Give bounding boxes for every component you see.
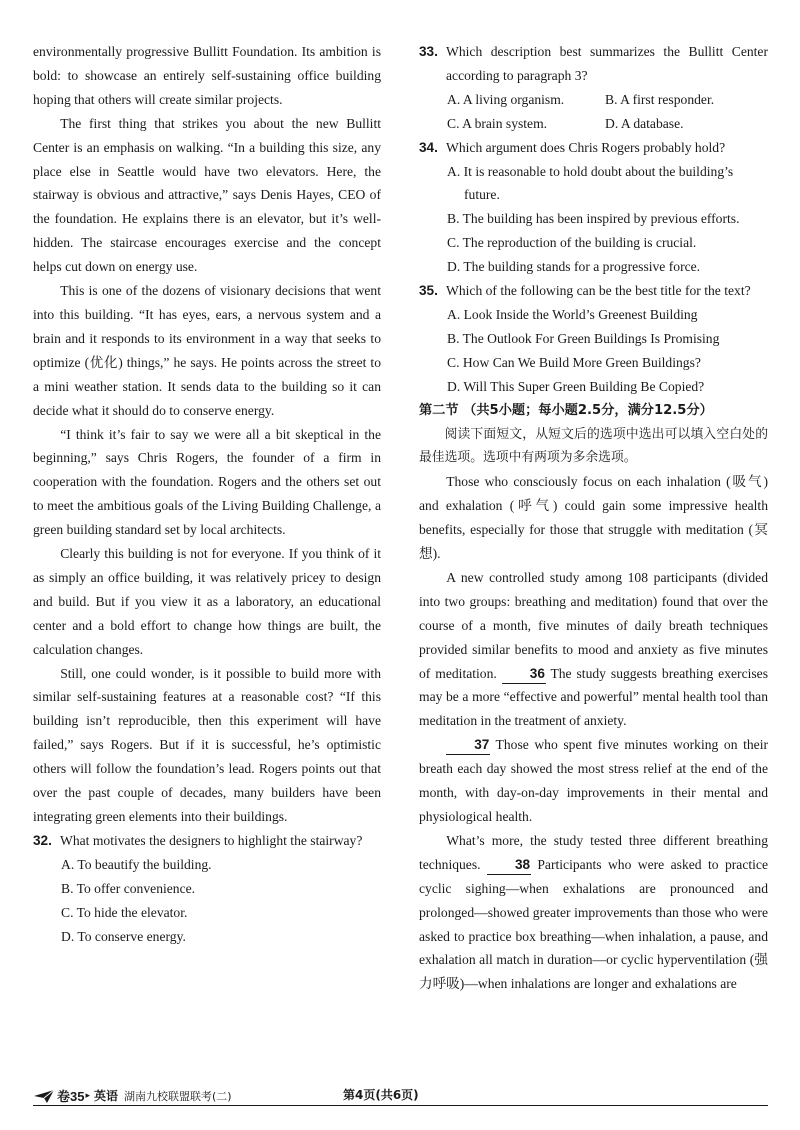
question-stem: Which of the following can be the best title for the text? [446,283,751,299]
question-stem: Which argument does Chris Rogers probably hold? [446,139,726,155]
blank-38: 38 [487,856,531,875]
page-number: 第4页(共6页) [343,1088,419,1102]
question-number: 33. [419,44,438,59]
passage-paragraph [419,566,768,733]
section-instructions: 阅读下面短文，从短文后的选项中选出可以填入空白处的最佳选项。选项中有两项为多余选项。 [419,426,768,466]
option-a: A. A living organism. [447,91,565,107]
passage-paragraph: environmentally progressive Bullitt Foundation. Its ambition is bold: to showcase an entirely self-sustaining office building hoping that others will create similar projects. [33,44,381,107]
question-33 [419,40,768,136]
passage-paragraph: The first thing that strikes you about the new Bullitt Center is an emphasis on walking. “In a building this size, any place else in Seattle would have two elevators. Here, the stairway is obvious and attractive,” says Denis Hayes, CEO of the foundation. He explains there is an elevator, but it’s well-hidden. The staircase encourages exercise and the concept helps cut down on energy use. [33,115,381,275]
passage-paragraph: “I think it’s fair to say we were all a bit skeptical in the beginning,” says Chris Rogers, the founder of a firm in cooperation with the foundation. Rogers and the others set out to meet the ambitious goals of the Living Building Challenge, a green building standard set by local architects. [33,426,381,538]
option-c: C. A brain system. [447,115,548,131]
question-34 [419,136,768,279]
option-a: A. To beautify the building. [61,856,212,872]
footer-left [33,1086,232,1105]
page-footer [33,1082,768,1106]
option-c: C. To hide the elevator. [61,904,188,920]
blank-37: 37 [446,736,490,755]
passage-paragraph [419,733,768,829]
option-d: D. The building stands for a progressive force. [447,259,701,275]
right-column [419,40,768,996]
passage-text: Participants who were asked to practice cyclic sighing—when exhalations are pronounced and prolonged—showed greater improvements than those who were asked to practice box breathing—when inhalation, a pause, and exhalation all match in duration—or cyclic hyperventilation (强力呼吸)—when inhalations are longer and exhalations are [419,856,768,992]
left-column [33,40,381,948]
paper-code: 卷35 [57,1089,85,1104]
question-35 [419,279,768,399]
blank-36: 36 [502,665,546,684]
passage-text: Those who spent five minutes working on their breath each day showed the most stress relief at the end of the month, with day-on-day improvements in their mental and physiological health. [419,737,769,824]
option-b: B. To offer convenience. [61,880,196,896]
question-number: 34. [419,139,438,155]
subject-label: 英语 [94,1089,119,1103]
paper-plane-icon [33,1088,55,1104]
question-stem: Which description best summarizes the Bullitt Center according to paragraph 3? [446,44,768,83]
option-a: A. It is reasonable to hold doubt about the building’s future. [447,163,734,203]
option-c: C. The reproduction of the building is crucial. [447,235,697,251]
option-d: D. Will This Super Green Building Be Copied? [447,378,705,394]
passage-paragraph [419,829,768,996]
option-a: A. Look Inside the World’s Greenest Building [447,306,698,322]
question-number: 35. [419,283,438,299]
question-number: 32. [33,832,52,848]
option-b: B. The Outlook For Green Buildings Is Promising [447,330,720,346]
question-32 [33,829,381,949]
passage-text: A new controlled study among 108 participants (divided into two groups: breathing and meditation) found that over the course of a month, five minutes of daily breath techniques provided similar benefits to mood and anxiety as five minutes of meditation. [419,569,768,681]
passage-paragraph: Those who consciously focus on each inhalation (吸气) and exhalation (呼气) could gain some impressive health benefits, especially for those that struggle with meditation (冥想). [419,474,768,562]
passage-paragraph: Clearly this building is not for everyone. If you think of it as simply an office building, it was relatively pricey to design and build. But if you view it as a laboratory, an educational center and a bold effort to change how things are built, the calculation changes. [33,546,381,657]
passage-text: What’s more, the study tested three different breathing techniques. [419,832,768,872]
passage-text: The study suggests breathing exercises may be a more “effective and powerful” mental health tool than meditation in the treatment of anxiety. [419,665,768,729]
option-d: D. A database. [605,115,684,131]
option-b: B. A first responder. [605,91,715,107]
section-heading: 第二节 （共5小题；每小题2.5分，满分12.5分） [419,402,713,418]
question-stem: What motivates the designers to highlight the stairway? [60,832,363,848]
passage-paragraph: Still, one could wonder, is it possible to build more with similar self-sustaining features at a reasonable cost? “If this building isn’t reproducible, then this experiment will have failed,” says Rogers. But if it is successful, he’s optimistic others will follow the foundation’s lead. Rogers points out that over the past couple of decades, many builders have been integrating green elements into their buildings. [33,665,381,824]
option-d: D. To conserve energy. [61,928,186,944]
option-c: C. How Can We Build More Green Buildings? [447,354,701,370]
footer-rule [33,1105,768,1106]
option-b: B. The building has been inspired by previous efforts. [447,211,740,227]
exam-name: 湖南九校联盟联考(二) [124,1089,232,1103]
passage-paragraph: This is one of the dozens of visionary decisions that went into this building. “It has eyes, ears, a nervous system and a brain and it responds to its environment in a way that seeks to optimize (优化) things,” he says. He points across the street to a mini weather station. It sends data to the building so it can decide what it should do to conserve energy. [33,283,381,418]
arrow-icon: ▸ [85,1090,90,1100]
